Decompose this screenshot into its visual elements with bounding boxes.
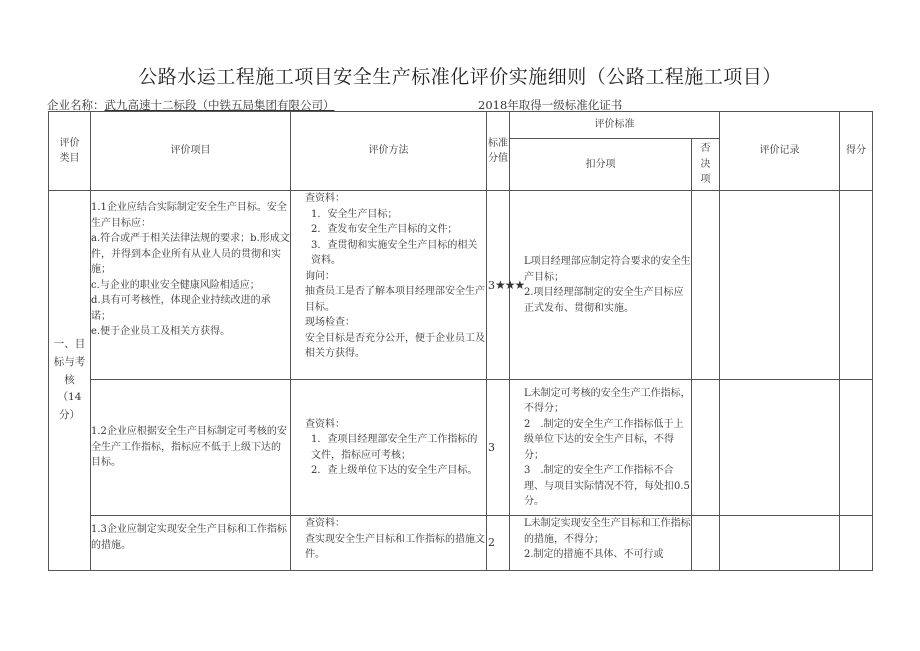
header-standard: 评价标准 <box>510 112 720 139</box>
category-line: 核 <box>64 373 75 386</box>
method-text: 查资料： <box>305 418 345 430</box>
deduction-cell <box>510 516 692 571</box>
header-category: 评价类目 <box>49 112 91 191</box>
deduction-cell <box>510 191 692 380</box>
deduction-text: L项目经理部应制定符合要求的安全生产目标； <box>524 256 691 283</box>
score-value: 3 <box>488 440 495 454</box>
header-points: 得分 <box>840 112 873 191</box>
header-item: 评价项目 <box>91 112 291 191</box>
score-marks: ★★★ <box>495 277 525 292</box>
header-veto: 否决项 <box>692 139 720 191</box>
item-text: 1.3企业应制定实现安全生产目标和工作指标的措施。 <box>91 524 287 551</box>
method-text: 现场检查： <box>305 317 355 328</box>
deduction-cell <box>510 380 692 516</box>
points-cell <box>840 191 873 380</box>
table-row <box>49 380 873 516</box>
category-line: 标与考 <box>53 355 86 368</box>
item-text: e.便于企业员工及相关方获得。 <box>91 326 231 337</box>
item-text: 1.1企业应结合实际制定安全生产目标。安全生产目标应： <box>91 202 287 229</box>
veto-cell <box>692 516 720 571</box>
item-text: 1.2企业应根据安全生产目标制定可考核的安全生产工作指标，指标应不低于上级下达的目标。 <box>91 426 287 469</box>
item-cell <box>91 516 291 571</box>
category-line: 一、目 <box>53 337 86 350</box>
category-line: 分） <box>59 409 80 422</box>
company-label: 企业名称： <box>47 98 105 112</box>
method-text: 3．查贯彻和实施安全生产目标的相关资料。 <box>311 239 478 266</box>
score-cell <box>487 380 510 516</box>
deduction-text: L未制定可考核的安全生产工作指标，不得分； <box>524 387 691 414</box>
header-record: 评价记录 <box>720 112 840 191</box>
item-text: d.具有可考核性，体现企业持续改进的承诺； <box>91 295 271 322</box>
deduction-text: 3 .制定的安全生产工作指标不合理、与项目实际情况不符，每处扣0.5分。 <box>524 465 690 507</box>
deduction-text: 2.项目经理部制定的安全生产目标应正式发布、贯彻和实施。 <box>524 287 684 314</box>
record-cell <box>720 191 840 380</box>
veto-cell <box>692 380 720 516</box>
category-line: （14 <box>57 391 82 404</box>
deduction-text: L未制定实现安全生产目标和工作指标的措施，不得分； <box>524 518 691 545</box>
method-text: 2．查发布安全生产目标的文件； <box>311 224 458 235</box>
method-cell <box>291 191 487 380</box>
method-text: 1．查项目经理部安全生产工作指标的文件，指标应可考核； <box>311 434 478 461</box>
method-cell <box>291 380 487 516</box>
veto-cell <box>692 191 720 380</box>
points-cell <box>840 380 873 516</box>
deduction-text: 2.制定的措施不具体、不可行或 <box>524 549 664 560</box>
score-cell <box>487 516 510 571</box>
category-cell <box>49 191 91 571</box>
method-text: 询问： <box>305 270 335 282</box>
company-name: 武九高速十二标段（中铁五局集团有限公司） <box>104 98 335 112</box>
evaluation-table <box>48 111 873 571</box>
record-cell <box>720 516 840 571</box>
table-row <box>49 516 873 571</box>
item-text: a.符合或严于相关法律法规的要求；b.形成文件，并得到本企业所有从业人员的贯彻和实施； <box>91 233 290 275</box>
item-text: c.与企业的职业安全健康风险相适应； <box>91 279 260 291</box>
header-deduction: 扣分项 <box>510 139 692 191</box>
document-title: 公路水运工程施工项目安全生产标准化评价实施细则（公路工程施工项目） <box>138 66 782 88</box>
method-text: 抽查员工是否了解本项目经理部安全生产目标。 <box>305 286 485 313</box>
header-score: 标准分值 <box>487 112 510 191</box>
certificate-note: 2018年取得一级标准化证书 <box>478 98 623 112</box>
score-value: 2 <box>488 536 495 550</box>
record-cell <box>720 380 840 516</box>
header-method: 评价方法 <box>291 112 487 191</box>
method-text: 查资料： <box>305 193 345 204</box>
item-cell <box>91 191 291 380</box>
method-text: 查资料： <box>305 518 345 529</box>
method-text: 查实现安全生产目标和工作指标的措施文件。 <box>305 533 485 560</box>
method-text: 安全目标是否充分公开，便于企业员工及相关方获得。 <box>305 332 485 359</box>
deduction-text: 2 .制定的安全生产工作指标低于上级单位下达的安全生产目标，不得分； <box>524 418 684 461</box>
points-cell <box>840 516 873 571</box>
method-cell <box>291 516 487 571</box>
item-cell <box>91 380 291 516</box>
method-text: 1．安全生产目标； <box>311 208 398 220</box>
score-cell <box>487 191 525 380</box>
score-value: 3 <box>488 278 495 292</box>
method-text: 2．查上级单位下达的安全生产目标。 <box>311 465 478 476</box>
table-row <box>49 191 873 380</box>
